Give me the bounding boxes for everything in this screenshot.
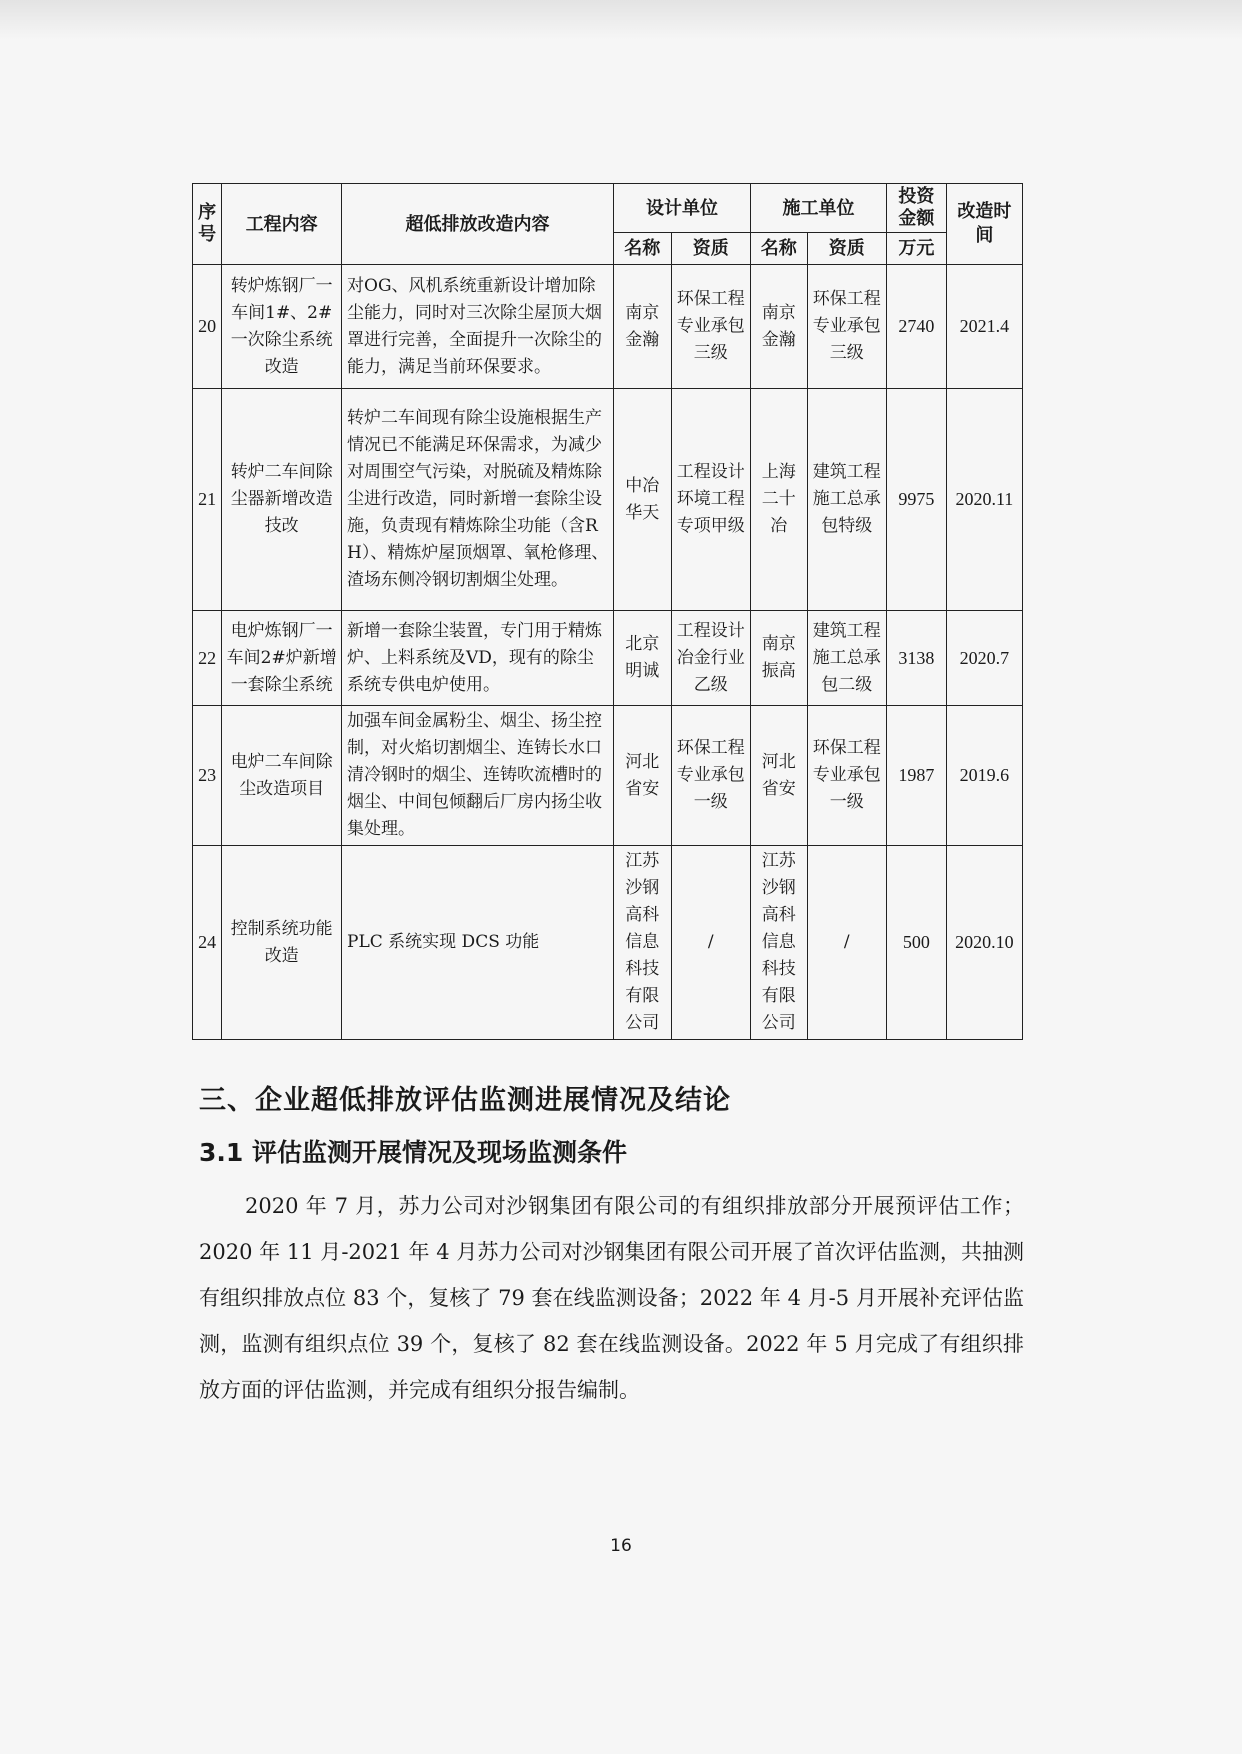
row-cons-qual: 建筑工程施工总承包二级	[807, 611, 886, 706]
table-row	[193, 706, 1023, 846]
row-investment: 2740	[886, 265, 946, 389]
page-number: 16	[610, 1536, 632, 1556]
header-design-qual: 资质	[671, 233, 750, 265]
row-cons-name: 江苏沙钢高科信息科技有限公司	[751, 846, 808, 1040]
header-design-name: 名称	[613, 233, 671, 265]
table-row	[193, 265, 1023, 389]
body-paragraph: 2020 年 7 月，苏力公司对沙钢集团有限公司的有组织排放部分开展预评估工作；2020 年 11 月-2021 年 4 月苏力公司对沙钢集团有限公司开展了首次评估监测，共抽测有组织排放点位 83 个，复核了 79 套在线监测设备；2022 年 4 月-5 月开展补充评估监测，监测有组织点位 39 个，复核了 82 套在线监测设备。2022 年 5 月完成了有组织排放方面的评估监测，并完成有组织分报告编制。	[199, 1194, 1024, 1402]
row-design-name: 河北省安	[613, 706, 671, 846]
row-project: 电炉炼钢厂一车间2#炉新增一套除尘系统	[222, 611, 342, 706]
header-construction-unit: 施工单位	[751, 184, 887, 233]
row-cons-name: 南京金瀚	[751, 265, 808, 389]
table-row	[193, 611, 1023, 706]
header-investment: 投资金额	[886, 184, 946, 233]
row-time: 2020.10	[946, 846, 1022, 1040]
row-project: 电炉二车间除尘改造项目	[222, 706, 342, 846]
row-investment: 1987	[886, 706, 946, 846]
table-header-row	[193, 184, 1023, 233]
row-design-qual: /	[671, 846, 750, 1040]
header-investment-unit: 万元	[886, 233, 946, 265]
row-design-name: 中冶华天	[613, 389, 671, 611]
header-project: 工程内容	[222, 184, 342, 265]
row-cons-name: 上海二十冶	[751, 389, 808, 611]
row-seq: 23	[193, 706, 222, 846]
row-design-qual: 工程设计冶金行业乙级	[671, 611, 750, 706]
row-seq: 21	[193, 389, 222, 611]
row-investment: 500	[886, 846, 946, 1040]
renovation-table	[192, 183, 1023, 1040]
row-project: 控制系统功能改造	[222, 846, 342, 1040]
page-top-shadow	[0, 0, 1242, 40]
header-seq: 序号	[193, 184, 222, 265]
row-content: 加强车间金属粉尘、烟尘、扬尘控制，对火焰切割烟尘、连铸长水口清冷钢时的烟尘、连铸吹流槽时的烟尘、中间包倾翻后厂房内扬尘收集处理。	[342, 706, 614, 846]
row-cons-name: 河北省安	[751, 706, 808, 846]
row-cons-name: 南京振高	[751, 611, 808, 706]
row-investment: 3138	[886, 611, 946, 706]
row-content: PLC 系统实现 DCS 功能	[342, 846, 614, 1040]
row-design-name: 江苏沙钢高科信息科技有限公司	[613, 846, 671, 1040]
header-cons-name: 名称	[751, 233, 808, 265]
row-content: 转炉二车间现有除尘设施根据生产情况已不能满足环保需求，为减少对周围空气污染，对脱硫及精炼除尘进行改造，同时新增一套除尘设施，负责现有精炼除尘功能（含RH）、精炼炉屋顶烟罩、氧枪修理、渣场东侧冷钢切割烟尘处理。	[342, 389, 614, 611]
table-row	[193, 846, 1023, 1040]
row-time: 2019.6	[946, 706, 1022, 846]
row-investment: 9975	[886, 389, 946, 611]
subsection-heading: 3.1 评估监测开展情况及现场监测条件	[199, 1138, 627, 1167]
header-cons-qual: 资质	[807, 233, 886, 265]
row-seq: 24	[193, 846, 222, 1040]
row-project: 转炉炼钢厂一车间1#、2#一次除尘系统改造	[222, 265, 342, 389]
row-seq: 20	[193, 265, 222, 389]
row-content: 对OG、风机系统重新设计增加除尘能力，同时对三次除尘屋顶大烟罩进行完善，全面提升一次除尘的能力，满足当前环保要求。	[342, 265, 614, 389]
table-row	[193, 389, 1023, 611]
header-content: 超低排放改造内容	[342, 184, 614, 265]
section-heading: 三、企业超低排放评估监测进展情况及结论	[199, 1085, 731, 1116]
row-design-name: 北京明诚	[613, 611, 671, 706]
row-seq: 22	[193, 611, 222, 706]
row-time: 2020.11	[946, 389, 1022, 611]
row-cons-qual: 环保工程专业承包三级	[807, 265, 886, 389]
row-design-qual: 环保工程专业承包三级	[671, 265, 750, 389]
header-time: 改造时间	[946, 184, 1022, 265]
row-content: 新增一套除尘装置，专门用于精炼炉、上料系统及VD，现有的除尘系统专供电炉使用。	[342, 611, 614, 706]
row-time: 2021.4	[946, 265, 1022, 389]
row-time: 2020.7	[946, 611, 1022, 706]
row-design-qual: 工程设计环境工程专项甲级	[671, 389, 750, 611]
row-cons-qual: /	[807, 846, 886, 1040]
row-cons-qual: 建筑工程施工总承包特级	[807, 389, 886, 611]
row-design-name: 南京金瀚	[613, 265, 671, 389]
row-project: 转炉二车间除尘器新增改造技改	[222, 389, 342, 611]
row-cons-qual: 环保工程专业承包一级	[807, 706, 886, 846]
row-design-qual: 环保工程专业承包一级	[671, 706, 750, 846]
header-design-unit: 设计单位	[613, 184, 750, 233]
